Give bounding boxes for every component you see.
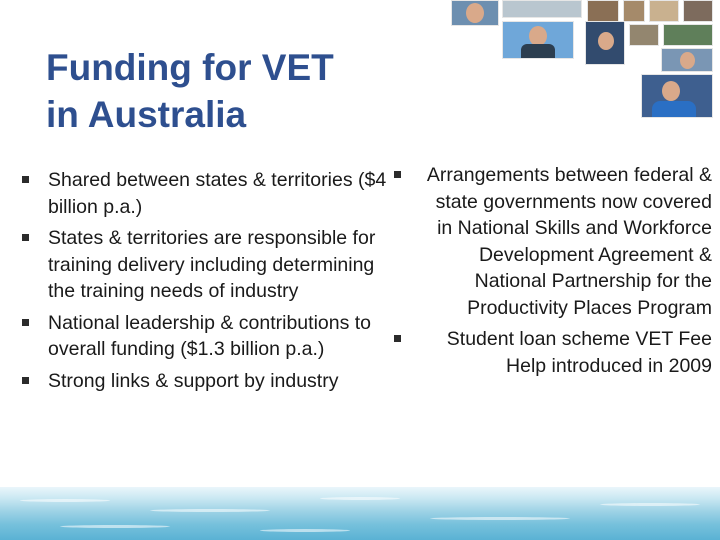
photo-tile: [623, 0, 645, 22]
list-item: [20, 167, 390, 220]
right-bullet-list: [392, 162, 712, 384]
list-item: [392, 162, 712, 321]
square-bullet-icon: [22, 234, 29, 241]
photo-tile: [502, 21, 574, 59]
bullet-text: Student loan scheme VET Fee Help introduced in 2009: [446, 328, 712, 377]
water-banner-image: [0, 487, 720, 540]
photo-tile: [661, 48, 713, 72]
list-item: [20, 310, 390, 363]
photo-tile: [629, 24, 659, 46]
bullet-text: Shared between states & territories ($4 billion p.a.): [48, 169, 387, 218]
title-line-1: Funding for VET: [46, 47, 334, 88]
bullet-text: Strong links & support by industry: [48, 369, 339, 392]
square-bullet-icon: [22, 319, 29, 326]
square-bullet-icon: [22, 377, 29, 384]
bullet-text: National leadership & contributions to overall funding ($1.3 billion p.a.): [48, 311, 372, 360]
photo-tile: [649, 0, 679, 22]
photo-tile: [585, 21, 625, 65]
list-item: [20, 225, 390, 305]
square-bullet-icon: [22, 176, 29, 183]
photo-tile: [502, 0, 582, 18]
page-title: [46, 44, 334, 138]
photo-tile: [663, 24, 713, 46]
list-item: [392, 326, 712, 379]
square-bullet-icon: [394, 171, 401, 178]
bullet-text: States & territories are responsible for training delivery including determining the training needs of industry: [48, 227, 376, 302]
square-bullet-icon: [394, 335, 401, 342]
list-item: [20, 368, 390, 395]
photo-tile: [683, 0, 713, 22]
photo-tile: [641, 74, 713, 118]
bullet-text: Arrangements between federal & state governments now covered in National Skills and Workforce Development Agreement & National Partnership for the Productivity Places Program: [426, 164, 712, 319]
photo-tile: [451, 0, 499, 26]
photo-collage-image: [445, 0, 720, 120]
left-bullet-list: [20, 167, 390, 399]
title-line-2: in Australia: [46, 94, 247, 135]
photo-tile: [587, 0, 619, 22]
